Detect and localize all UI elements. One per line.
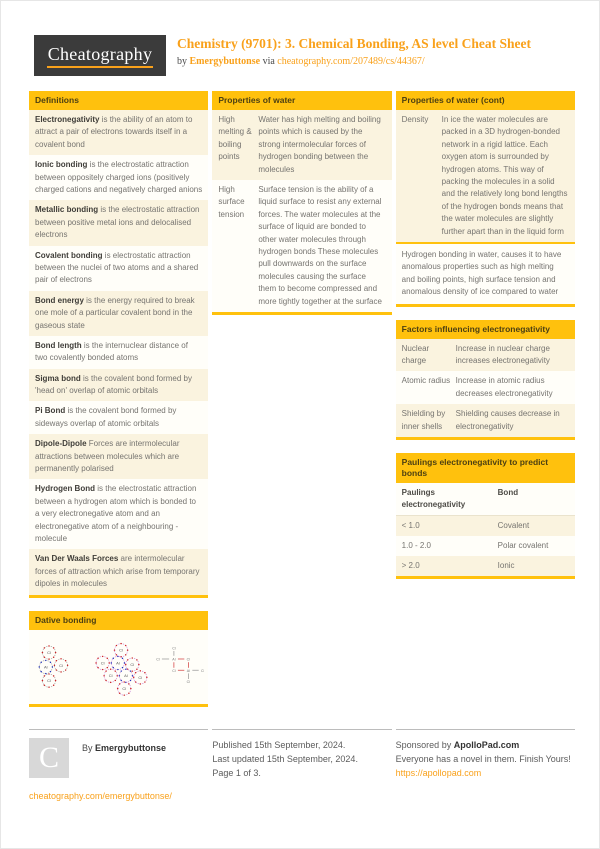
paulings-card — [396, 453, 575, 579]
definition-row — [29, 155, 208, 200]
paulings-table-row — [396, 516, 575, 536]
properties-of-water-cont-card — [396, 91, 575, 307]
paulings-range: > 2.0 — [401, 561, 420, 570]
byline — [177, 56, 531, 67]
water-cont-row-desc: In ice the water molecules are packed in a 3D hydrogen-bonded network in a rigid lattice. Each oxygen atom is surrounded by hydrogen atoms. This way of packing the molecules in a solid and the relatively long bond lengths of the hydrogen bonds means that the water molecules are slightly further apart than in the liquid form — [441, 115, 568, 236]
footer-c-logo-letter: C — [38, 740, 59, 774]
definition-text: is the electrostatic attraction between oppositely charged ions (positively charged cations and negatively charged anions — [35, 160, 203, 194]
page-footer — [1, 720, 599, 803]
properties-of-water-card — [212, 91, 391, 315]
factor-desc: Increase in atomic radius decreases electronegativity — [455, 376, 553, 398]
definition-text: is the electrostatic attraction between a hydrogen atom which is bonded to a very electronegative atom and an electronegative atom of a neighbouring - molecule — [35, 484, 197, 543]
definition-term: Pi Bond — [35, 406, 66, 416]
definition-text: is the covalent bond formed by sideways overlap of atomic orbitals — [35, 406, 177, 428]
source-url-link[interactable]: cheatography.com/207489/cs/44367/ — [277, 55, 425, 67]
svg-text:Cl: Cl — [122, 685, 127, 691]
svg-text:Al: Al — [116, 660, 120, 666]
svg-text:Al: Al — [186, 668, 190, 673]
water-row-desc: Surface tension is the ability of a liquid surface to resist any external forces. The water molecules at the surface of liquid are bonded to other water molecules through hydrogen bonds These molecules pull downwards on the surface molecules causing the surface them to become compressed and more tightly together at the surface — [258, 185, 382, 306]
paulings-bond: Polar covalent — [497, 541, 549, 550]
footer-author-block — [29, 729, 208, 803]
factor-row — [396, 339, 575, 372]
definition-term: Electronegativity — [35, 115, 100, 125]
definition-row — [29, 200, 208, 245]
sponsor-prefix: Sponsored by — [395, 739, 454, 750]
factor-row — [396, 404, 575, 437]
definitions-header: Definitions — [29, 91, 208, 110]
properties-of-water-cont-header: Properties of water (cont) — [396, 91, 575, 110]
svg-text:Cl: Cl — [156, 657, 160, 662]
factor-term: Nuclear charge — [401, 343, 430, 365]
column-1 — [29, 91, 208, 720]
footer-profile-url-link[interactable]: cheatography.com/emergybuttonse/ — [29, 790, 172, 801]
footer-author-link[interactable]: Emergybuttonse — [95, 742, 167, 753]
paulings-table-row — [396, 556, 575, 576]
footer-sponsor-line — [396, 738, 575, 752]
footer-sponsor-url-link[interactable]: https://apollopad.com — [395, 768, 482, 779]
paulings-range: < 1.0 — [401, 521, 420, 530]
factors-header: Factors influencing electronegativity — [396, 320, 575, 339]
svg-text:Al: Al — [124, 672, 128, 678]
svg-text:Cl: Cl — [108, 672, 113, 678]
byline-by: by — [177, 55, 190, 67]
definition-row — [29, 369, 208, 402]
column-3 — [396, 91, 575, 592]
paulings-header: Paulings electronegativity to predict bonds — [396, 453, 575, 483]
footer-sponsor-block — [396, 729, 575, 803]
definition-text: Forces are intermolecular attractions between molecules which are permanently polarised — [35, 439, 180, 474]
factor-term: Atomic radius — [401, 376, 451, 386]
water-row-desc: Water has high melting and boiling points which is caused by the strong intermolecular forces of hydrogen bonding between the molecules — [258, 115, 381, 174]
svg-text:Cl: Cl — [100, 660, 105, 666]
paulings-range: 1.0 - 2.0 — [401, 541, 432, 550]
byline-via: via — [260, 55, 278, 67]
definition-text: is the electrostatic attraction between positive metal ions and delocalised electrons — [35, 205, 200, 240]
definition-row — [29, 479, 208, 549]
definition-text: is the energy required to break one mole of a particular covalent bond in the gaseous state — [35, 295, 195, 330]
water-row-term: High surface tension — [218, 185, 245, 219]
paulings-bond: Ionic — [497, 561, 515, 570]
paulings-table-header-row — [396, 483, 575, 516]
footer-by-label: By — [82, 742, 96, 753]
definition-text: is the covalent bond formed by 'head on' overlap of atomic orbitals — [35, 373, 192, 396]
page-title: Chemistry (9701): 3. Chemical Bonding, AS level Cheat Sheet — [177, 36, 531, 51]
sponsor-name-link[interactable]: ApolloPad.com — [453, 739, 520, 750]
svg-text:Cl: Cl — [119, 647, 123, 653]
definitions-card — [29, 91, 208, 598]
dative-bonding-diagram-body — [29, 630, 208, 704]
svg-text:Cl: Cl — [186, 679, 191, 684]
footer-sponsor-tagline: Everyone has a novel in them. Finish Yours! — [395, 753, 571, 764]
svg-text:Cl: Cl — [201, 668, 205, 673]
page-header — [1, 1, 599, 76]
svg-text:Cl: Cl — [172, 645, 176, 650]
footer-updated: Last updated 15th September, 2024. — [212, 753, 358, 764]
definition-row — [29, 291, 208, 336]
definition-row — [29, 110, 208, 155]
definition-term: Hydrogen Bond — [35, 484, 95, 494]
footer-c-logo — [29, 738, 69, 778]
svg-text:Cl: Cl — [47, 677, 51, 683]
cheatography-logo[interactable] — [34, 35, 166, 76]
factor-term: Shielding by inner shells — [401, 409, 446, 431]
definition-term: Bond length — [35, 340, 82, 350]
svg-text:Cl: Cl — [172, 668, 176, 673]
dative-bonding-diagram — [33, 636, 204, 698]
factors-card — [396, 320, 575, 440]
definition-term: Covalent bonding — [35, 250, 103, 260]
water-cont-note: Hydrogen bonding in water, causes it to have anomalous properties such as high melting and boiling points, high surface tension and anomalous density of ice compared to water — [396, 242, 575, 304]
footer-by — [82, 741, 166, 778]
dative-bonding-card — [29, 611, 208, 707]
definition-term: Metallic bonding — [35, 205, 99, 215]
water-cont-row — [396, 110, 575, 242]
definition-row — [29, 549, 208, 594]
paulings-col1-header: Paulings electronegativity — [401, 488, 466, 509]
author-link[interactable]: Emergybuttonse — [189, 55, 261, 67]
paulings-bond: Covalent — [497, 521, 530, 530]
main-content — [1, 76, 599, 720]
svg-text:Cl: Cl — [59, 662, 63, 668]
definition-term: Dipole-Dipole — [35, 439, 87, 449]
svg-text:Cl: Cl — [130, 661, 135, 667]
water-row-term: High melting & boiling points — [218, 115, 252, 162]
svg-text:Al: Al — [172, 657, 176, 662]
properties-of-water-header: Properties of water — [212, 91, 391, 110]
definition-term: Van Der Waals Forces — [35, 554, 119, 564]
dative-bonding-header: Dative bonding — [29, 611, 208, 630]
factor-desc: Shielding causes decrease in electronegativity — [455, 409, 560, 431]
cheatography-logo-text: Cheatography — [47, 44, 154, 68]
svg-text:Al: Al — [44, 664, 48, 670]
definition-row — [29, 434, 208, 479]
footer-publish-block — [212, 729, 391, 803]
definition-row — [29, 336, 208, 369]
definition-text: is the internuclear distance of two covalently bonded atoms — [35, 340, 188, 363]
factor-desc: Increase in nuclear charge increases electronegativity — [455, 343, 550, 365]
definition-term: Sigma bond — [35, 373, 81, 383]
definition-row — [29, 246, 208, 291]
footer-page-number: Page 1 of 3. — [212, 768, 261, 779]
svg-text:Cl: Cl — [186, 657, 191, 662]
footer-published: Published 15th September, 2024. — [212, 739, 346, 750]
water-row — [212, 110, 391, 180]
title-block — [177, 35, 531, 67]
definition-text: are intermolecular forces of attraction which arise from temporary dipoles in molecules — [35, 554, 200, 589]
column-2 — [212, 91, 391, 328]
svg-text:Cl: Cl — [138, 674, 143, 680]
definition-term: Bond energy — [35, 295, 84, 305]
definition-term: Ionic bonding — [35, 160, 88, 170]
paulings-table-row — [396, 536, 575, 556]
paulings-col2-header: Bond — [497, 488, 519, 497]
definition-row — [29, 401, 208, 434]
svg-text:Cl: Cl — [47, 649, 51, 655]
water-row — [212, 180, 391, 312]
definition-text: is electrostatic attraction between the nuclei of two atoms and a shared pair of electrons — [35, 250, 199, 285]
water-cont-row-term: Density — [401, 115, 429, 125]
definition-text: is the ability of an atom to attract a pair of electrons towards itself in a covalent bond — [35, 115, 193, 149]
factor-row — [396, 371, 575, 404]
